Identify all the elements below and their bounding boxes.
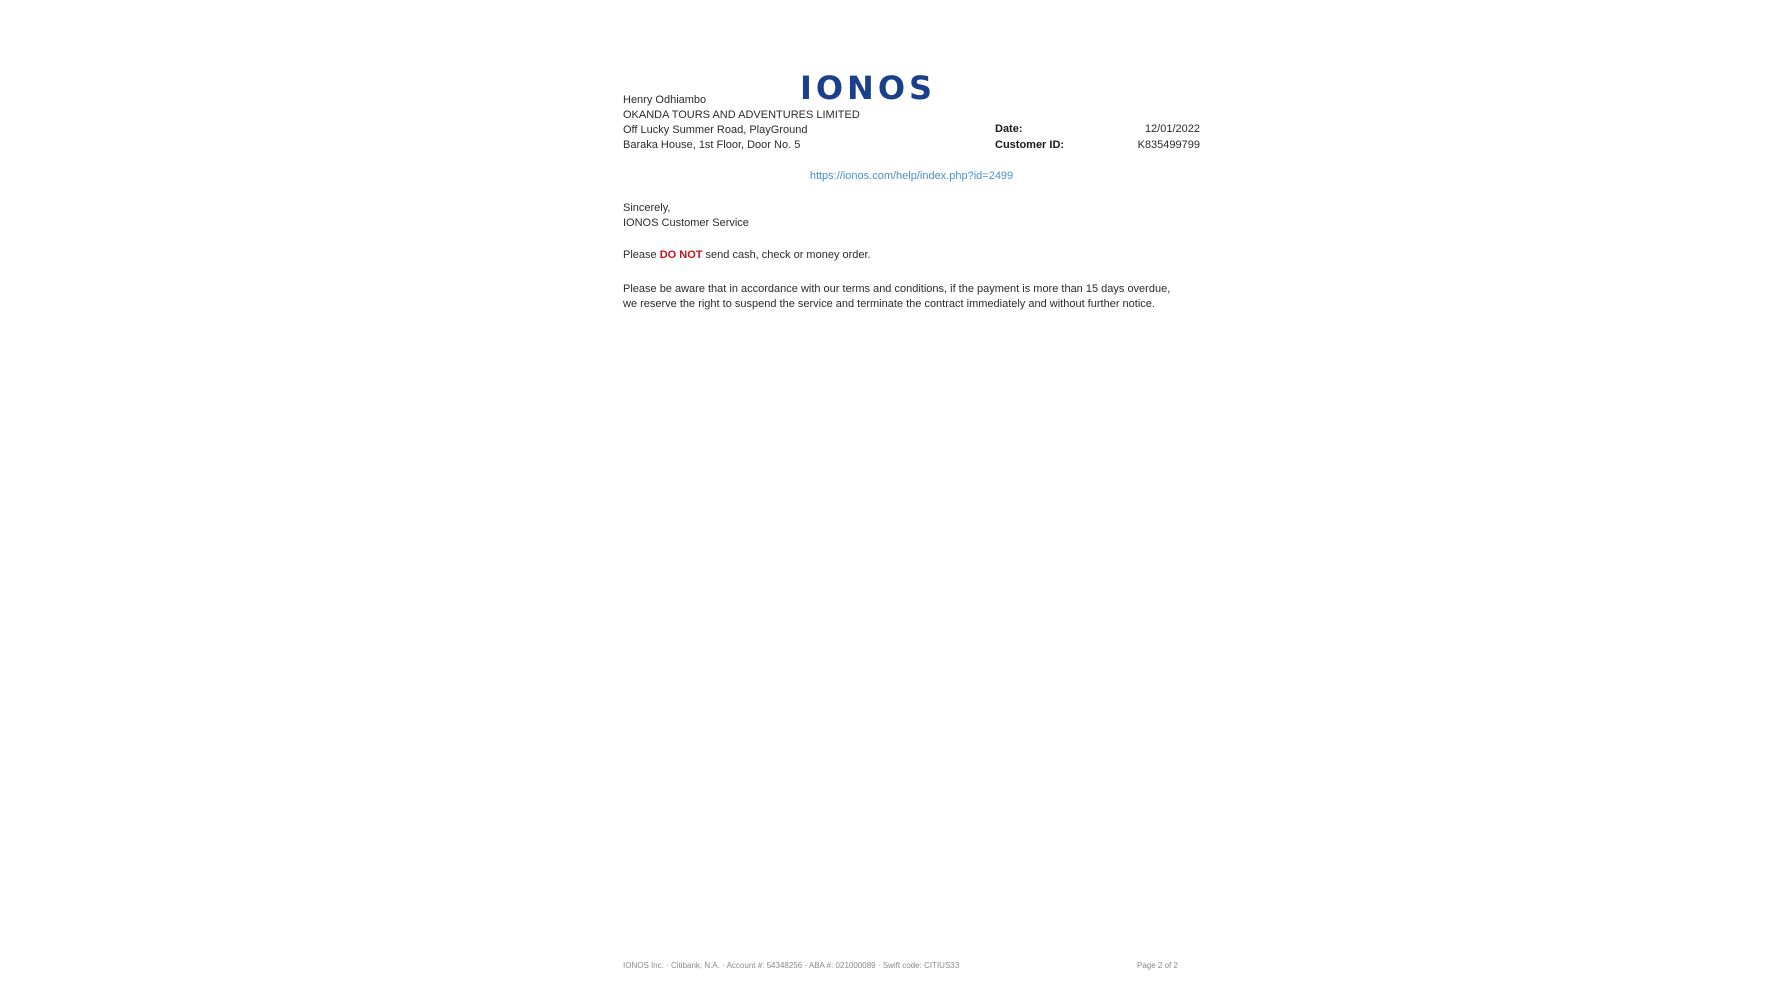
customer-id-value: K835499799 bbox=[1137, 139, 1200, 151]
notice-line2: we reserve the right to suspend the service and terminate the contract immediately and without further notice. bbox=[623, 298, 1155, 310]
closing-signature: IONOS Customer Service bbox=[623, 217, 749, 229]
notice-line1: Please be aware that in accordance with our terms and conditions, if the payment is more than 15 days overdue, bbox=[623, 283, 1171, 295]
warning-prefix: Please bbox=[623, 249, 660, 261]
date-label: Date: bbox=[995, 123, 1023, 135]
footer-bank-info: IONOS Inc. · Citibank, N.A. · Account #: 54348256 · ABA #: 021000089 · Swift code: CITIUS33 bbox=[623, 961, 960, 970]
customer-id-row bbox=[995, 137, 1200, 153]
recipient-company: OKANDA TOURS AND ADVENTURES LIMITED bbox=[623, 109, 860, 121]
payment-warning bbox=[623, 248, 871, 263]
recipient-name: Henry Odhiambo bbox=[623, 94, 707, 106]
help-link[interactable]: https://ionos.com/help/index.php?id=2499 bbox=[809, 170, 1014, 182]
date-row bbox=[995, 121, 1200, 137]
warning-emphasis: DO NOT bbox=[659, 249, 703, 261]
date-value: 12/01/2022 bbox=[1144, 123, 1200, 135]
recipient-address-line2: Baraka House, 1st Floor, Door No. 5 bbox=[623, 139, 801, 151]
logo-text: IONOS bbox=[799, 69, 937, 107]
invoice-meta bbox=[995, 121, 1200, 153]
recipient-address-line1: Off Lucky Summer Road, PlayGround bbox=[623, 124, 808, 136]
recipient-address bbox=[623, 93, 860, 153]
warning-suffix: send cash, check or money order. bbox=[702, 249, 871, 261]
closing-salutation: Sincerely, bbox=[623, 202, 671, 214]
overdue-notice bbox=[623, 282, 1200, 312]
footer-page-number: Page 2 of 2 bbox=[1137, 961, 1178, 970]
closing-block bbox=[623, 201, 749, 231]
customer-id-label: Customer ID: bbox=[995, 139, 1065, 151]
